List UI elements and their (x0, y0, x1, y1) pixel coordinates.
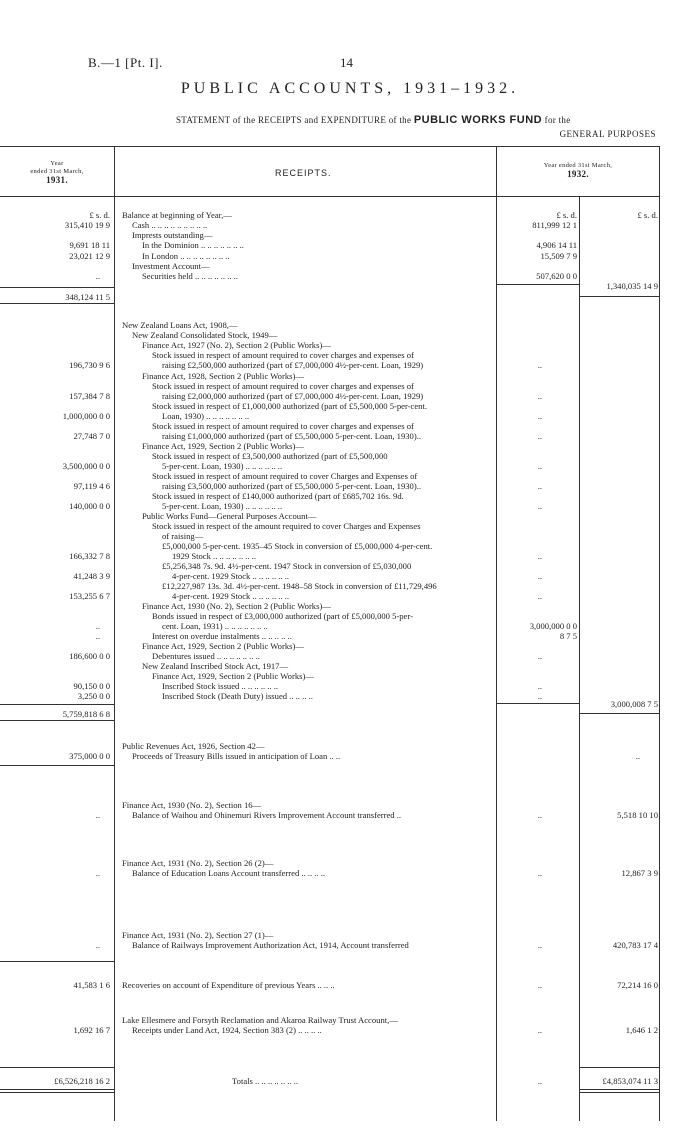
railways-line-1: Finance Act, 1931 (No. 2), Section 27 (1)— (122, 930, 274, 940)
loans-dots-8: .. (537, 551, 542, 561)
totals-double-rule-1932-b (580, 1092, 659, 1093)
loans-line-1: New Zealand Loans Act, 1908,— (122, 320, 238, 330)
loans-line-27: £12,227,987 13s. 3d. 4½-per-cent. 1948–58 Stock in conversion of £11,729,496 (162, 581, 437, 591)
loans-value-14: 90,150 0 0 (73, 681, 110, 691)
totals-1932: £4,853,074 11 3 (602, 1076, 658, 1086)
subtitle-pre: STATEMENT of the RECEIPTS and EXPENDITURE of the (176, 115, 412, 125)
loans-dots-3: .. (537, 411, 542, 421)
page-title: PUBLIC ACCOUNTS, 1931–1932. (180, 80, 520, 97)
loans-line-35: New Zealand Inscribed Stock Act, 1917— (142, 661, 289, 671)
loans-line-32: Interest on overdue instalments .. .. .. .. .. (152, 631, 292, 641)
loans-value-4: 27,748 7 0 (73, 431, 110, 441)
railways-rule (0, 961, 115, 962)
revenues-1931: 375,000 0 0 (69, 751, 110, 761)
loans-line-25: £5,256,348 7s. 9d. 4½-per-cent. 1947 Stock in conversion of £5,030,000 (162, 561, 412, 571)
totals-rule-1931 (0, 1067, 114, 1068)
col-head-1932-year: 1932. (567, 169, 589, 179)
education-1932: 12,867 3 9 (621, 868, 658, 878)
loans-line-26: 4-per-cent. 1929 Stock .. .. .. .. .. .. (172, 571, 290, 581)
waihou-line-1: Finance Act, 1930 (No. 2), Section 16— (122, 800, 262, 810)
london-label: In London .. .. .. .. .. .. .. .. (142, 251, 230, 261)
balance-total-1932: 1,340,035 14 9 (606, 281, 658, 291)
railways-dots-1932: .. (537, 940, 542, 950)
loans-total-1932: 3,000,008 7 5 (610, 699, 658, 709)
recoveries-1932: 72,214 16 0 (617, 980, 658, 990)
loans-value-3: 1,000,000 0 0 (62, 411, 110, 421)
receipts-heading: RECEIPTS. (275, 168, 332, 178)
totals-double-rule-1932-a (580, 1089, 659, 1090)
loans-value-12-1932: 8 7 5 (559, 631, 577, 641)
education-1931: .. (95, 868, 100, 878)
lake-line-1: Lake Ellesmere and Forsyth Reclamation and Akaroa Railway Trust Account,— (122, 1015, 398, 1025)
col-head-1931 (0, 160, 114, 184)
col-head-1931-l1: Year (50, 160, 64, 167)
loans-dots-10: .. (537, 591, 542, 601)
loans-line-36: Finance Act, 1929, Section 2 (Public Works)— (152, 671, 314, 681)
loans-line-9: Stock issued in respect of £1,000,000 authorized (part of £5,500,000 5-per-cent. (152, 401, 427, 411)
loans-dots-5: .. (537, 461, 542, 471)
loans-line-38: Inscribed Stock (Death Duty) issued .. .. .. .. (162, 691, 313, 701)
lake-1931: 1,692 16 7 (73, 1025, 110, 1035)
education-line-2: Balance of Education Loans Account transferred .. .. .. .. (132, 868, 326, 878)
loans-line-4: Stock issued in respect of amount required to cover charges and expenses of (152, 350, 414, 360)
loans-line-24: 1929 Stock .. .. .. .. .. .. .. (172, 551, 257, 561)
securities-label: Securities held .. .. .. .. .. .. .. (142, 271, 238, 281)
totals-dots-1932: .. (537, 1076, 542, 1086)
col-head-1931-year: 1931. (46, 175, 68, 185)
railways-1932: 420,783 17 4 (612, 940, 658, 950)
loans-line-29: Finance Act, 1930 (No. 2), Section 2 (Public Works)— (142, 601, 331, 611)
revenues-1932: .. (635, 751, 640, 761)
loans-total-1931: 5,759,818 6 8 (62, 709, 110, 719)
loans-value-9: 41,248 3 9 (73, 571, 110, 581)
totals-label: Totals .. .. .. .. .. .. .. (232, 1076, 298, 1086)
loans-line-37: Inscribed Stock issued .. .. .. .. .. .. (162, 681, 279, 691)
loans-line-12: raising £1,000,000 authorized (part of £5,500,000 5-per-cent. Loan, 1930).. (162, 431, 422, 441)
investment-label: Investment Account— (132, 261, 210, 271)
dominion-1931: 9,691 18 11 (69, 240, 110, 250)
table-header-rule (0, 196, 660, 197)
railways-1931: .. (95, 940, 100, 950)
loans-value-10: 153,255 6 7 (69, 591, 110, 601)
waihou-1931: .. (95, 810, 100, 820)
loans-total-rule-1932 (580, 713, 659, 714)
currency-head-1931: £ s. d. (89, 210, 110, 220)
totals-1931: £6,526,218 16 2 (54, 1076, 110, 1086)
loans-value-2: 157,384 7 8 (69, 391, 110, 401)
securities-1931: .. (95, 271, 100, 281)
totals-rule-1932 (580, 1067, 659, 1068)
loans-line-30: Bonds issued in respect of £3,000,000 authorized (part of £5,000,000 5-per- (152, 611, 413, 621)
loans-line-23: £5,000,000 5-per-cent. 1935–45 Stock in conversion of £5,000,000 4-per-cent. (162, 541, 433, 551)
loans-value-13: 186,600 0 0 (69, 651, 110, 661)
loans-total-rule-1931 (0, 720, 114, 721)
revenues-line-1: Public Revenues Act, 1926, Section 42— (122, 741, 265, 751)
currency-head-1932-total: £ s. d. (637, 210, 658, 220)
loans-line-19: 5-per-cent. Loan, 1930) .. .. .. .. .. .. (162, 501, 283, 511)
loans-value-7: 140,000 0 0 (69, 501, 110, 511)
table-top-rule (0, 146, 660, 147)
loans-line-31: cent. Loan, 1931) .. .. .. .. .. .. .. (162, 621, 268, 631)
lake-line-2: Receipts under Land Act, 1924, Section 383 (2) .. .. .. .. (132, 1025, 322, 1035)
loans-line-2: New Zealand Consolidated Stock, 1949— (132, 330, 278, 340)
waihou-dots-1932: .. (537, 810, 542, 820)
london-1932: 15,509 7 9 (540, 251, 577, 261)
subtitle-line2: GENERAL PURPOSES (559, 129, 656, 139)
loans-line-15: 5-per-cent. Loan, 1930) .. .. .. .. .. .. (162, 461, 283, 471)
loans-line-10: Loan, 1930) .. .. .. .. .. .. .. (162, 411, 250, 421)
loans-line-22: of raising— (162, 531, 204, 541)
recoveries-line-1: Recoveries on account of Expenditure of previous Years .. .. .. (122, 980, 335, 990)
col-divider-right (659, 146, 660, 1121)
loans-value-11-1932: 3,000,000 0 0 (529, 621, 577, 631)
loans-line-13: Finance Act, 1929, Section 2 (Public Works)— (142, 441, 304, 451)
col-divider-3 (579, 196, 580, 1121)
recoveries-dots-1932: .. (537, 980, 542, 990)
balance-total-rule-1931 (0, 303, 114, 304)
balance-total-rule-1932 (580, 296, 659, 297)
col-head-1931-l2: ended 31st March, (30, 168, 84, 175)
loans-value-15: 3,250 0 0 (77, 691, 110, 701)
loans-dots-7: .. (537, 501, 542, 511)
loans-dots-14: .. (537, 681, 542, 691)
loans-value-11: .. (95, 621, 100, 631)
loans-line-11: Stock issued in respect of amount required to cover charges and expenses of (152, 421, 414, 431)
revenues-rule (0, 765, 115, 766)
lake-1932: 1,646 1 2 (625, 1025, 658, 1035)
loans-line-16: Stock issued in respect of amount required to cover Charges and Expenses of (152, 471, 418, 481)
statement-subtitle (176, 114, 571, 126)
waihou-1932: 5,518 10 10 (617, 810, 658, 820)
loans-value-8: 166,332 7 8 (69, 551, 110, 561)
dominion-1932: 4,906 14 11 (536, 240, 577, 250)
balance-total-1931: 348,124 11 5 (65, 292, 110, 302)
col-divider-2 (496, 146, 497, 1121)
balance-cash-label: Cash .. .. .. .. .. .. .. .. .. (132, 220, 208, 230)
balance-subtotal-rule-1931 (0, 287, 114, 288)
railways-line-2: Balance of Railways Improvement Authorization Act, 1914, Account transferred (132, 940, 409, 950)
balance-cash-1932: 811,999 12 1 (532, 220, 577, 230)
loans-dots-13: .. (537, 651, 542, 661)
loans-dots-9: .. (537, 571, 542, 581)
balance-heading: Balance at beginning of Year,— (122, 210, 232, 220)
currency-head-1932-detail: £ s. d. (556, 210, 577, 220)
waihou-line-2: Balance of Waihou and Ohinemuri Rivers Improvement Account transferred .. (132, 810, 402, 820)
totals-double-rule-1931-a (0, 1089, 114, 1090)
loans-value-6: 97,119 4 6 (73, 481, 110, 491)
loans-subtotal-rule-1931 (0, 704, 114, 705)
london-1931: 23,021 12 9 (69, 251, 110, 261)
loans-line-8: raising £2,000,000 authorized (part of £7,000,000 4½-per-cent. Loan, 1929) (162, 391, 424, 401)
loans-line-21: Stock issued in respect of the amount required to cover Charges and Expenses (152, 521, 421, 531)
subtitle-fund: PUBLIC WORKS FUND (413, 114, 543, 126)
loans-value-1: 196,730 9 6 (69, 360, 110, 370)
loans-line-18: Stock issued in respect of £140,000 authorized (part of £685,702 16s. 9d. (152, 491, 404, 501)
securities-1932: 507,620 0 0 (536, 271, 577, 281)
balance-subtotal-rule-1932 (497, 284, 579, 285)
imprests-label: Imprests outstanding— (132, 230, 213, 240)
loans-line-34: Debentures issued .. .. .. .. .. .. .. (152, 651, 260, 661)
loans-dots-1: .. (537, 360, 542, 370)
balance-cash-1931: 315,410 19 9 (64, 220, 110, 230)
loans-line-20: Public Works Fund—General Purposes Account— (142, 511, 317, 521)
totals-double-rule-1931-b (0, 1092, 114, 1093)
loans-dots-2: .. (537, 391, 542, 401)
dominion-label: In the Dominion .. .. .. .. .. .. .. (142, 240, 244, 250)
revenues-line-2: Proceeds of Treasury Bills issued in anticipation of Loan .. .. (132, 751, 341, 761)
loans-subtotal-rule-1932 (497, 703, 579, 704)
education-line-1: Finance Act, 1931 (No. 2), Section 26 (2)— (122, 858, 274, 868)
loans-line-5: raising £2,500,000 authorized (part of £7,000,000 4½-per-cent. Loan, 1929) (162, 360, 424, 370)
lake-dots-1932: .. (537, 1025, 542, 1035)
col-head-1932 (497, 162, 659, 178)
education-dots-1932: .. (537, 868, 542, 878)
loans-dots-4: .. (537, 431, 542, 441)
loans-line-17: raising £3,500,000 authorized (part of £5,500,000 5-per-cent. Loan, 1930).. (162, 481, 422, 491)
recoveries-1931: 41,583 1 6 (73, 980, 110, 990)
loans-dots-6: .. (537, 481, 542, 491)
col-divider-1 (114, 146, 115, 1121)
loans-line-7: Stock issued in respect of amount required to cover charges and expenses of (152, 381, 414, 391)
col-head-1932-l1: Year ended 31st March, (543, 162, 613, 169)
loans-line-14: Stock issued in respect of £3,500,000 authorized (part of £5,500,000 (152, 451, 388, 461)
loans-value-12: .. (95, 631, 100, 641)
loans-line-3: Finance Act, 1927 (No. 2), Section 2 (Public Works)— (142, 340, 331, 350)
loans-value-5: 3,500,000 0 0 (62, 461, 110, 471)
document-reference: B.—1 [Pt. I]. (88, 55, 163, 70)
page-number: 14 (340, 55, 353, 70)
loans-line-6: Finance Act, 1928, Section 2 (Public Works)— (142, 371, 304, 381)
subtitle-post: for the (544, 115, 571, 125)
loans-line-28: 4-per-cent. 1929 Stock .. .. .. .. .. .. (172, 591, 290, 601)
loans-line-33: Finance Act, 1929, Section 2 (Public Works)— (142, 641, 304, 651)
loans-dots-15: .. (537, 691, 542, 701)
